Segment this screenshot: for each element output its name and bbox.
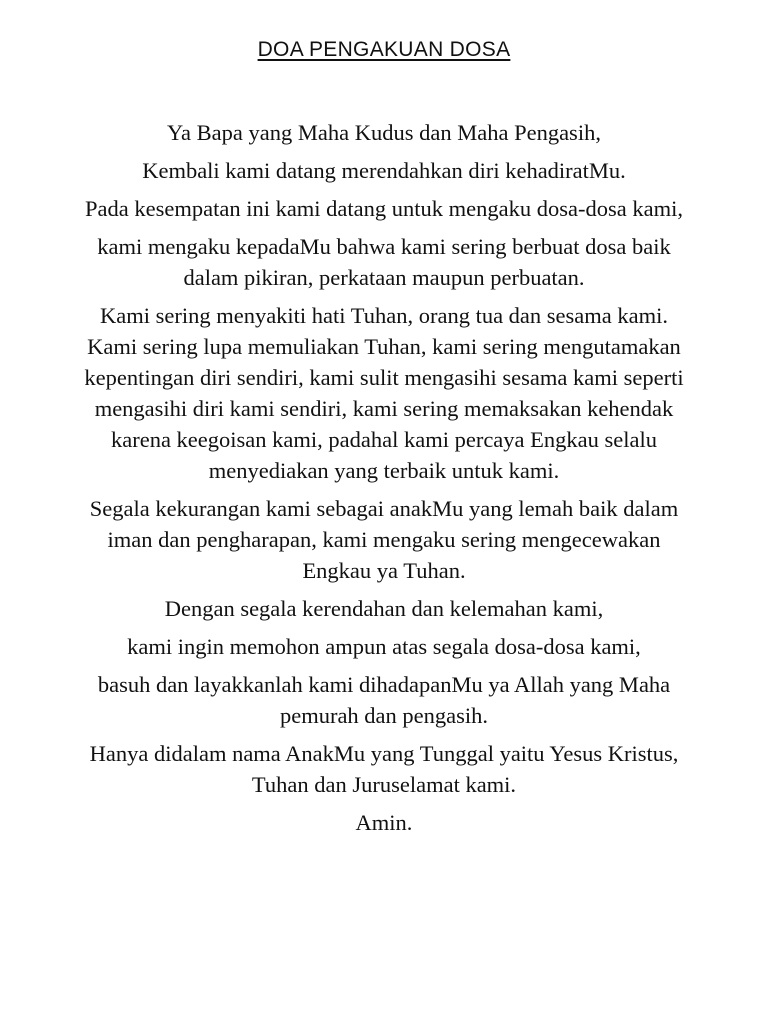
text-line: kami mengaku kepadaMu bahwa kami sering berbuat dosa baik <box>97 234 671 259</box>
text-line: Hanya didalam nama AnakMu yang Tunggal yaitu Yesus Kristus, <box>89 741 679 766</box>
paragraph-10 <box>20 738 748 800</box>
text-line: Tuhan dan Juruselamat kami. <box>251 772 517 797</box>
text-line: Segala kekurangan kami sebagai anakMu yang lemah baik dalam <box>89 496 679 521</box>
paragraph-5 <box>20 300 748 486</box>
document-title: DOA PENGAKUAN DOSA <box>257 38 511 61</box>
paragraph-1 <box>20 117 748 148</box>
text-line: pemurah dan pengasih. <box>279 703 489 728</box>
paragraph-8 <box>20 631 748 662</box>
text-line: Dengan segala kerendahan dan kelemahan kami, <box>164 596 604 621</box>
text-line: Ya Bapa yang Maha Kudus dan Maha Pengasih, <box>167 120 601 145</box>
text-line: Kami sering lupa memuliakan Tuhan, kami sering mengutamakan <box>87 334 681 359</box>
text-line: kepentingan diri sendiri, kami sulit mengasihi sesama kami seperti <box>84 365 684 390</box>
paragraph-3 <box>20 193 748 224</box>
text-line: kami ingin memohon ampun atas segala dosa-dosa kami, <box>127 634 641 659</box>
text-line: Engkau ya Tuhan. <box>302 558 466 583</box>
text-line: Pada kesempatan ini kami datang untuk mengaku dosa-dosa kami, <box>85 196 683 221</box>
paragraph-11 <box>20 807 748 838</box>
paragraph-9 <box>20 669 748 731</box>
paragraph-4 <box>20 231 748 293</box>
prayer-body <box>20 117 748 845</box>
text-line: basuh dan layakkanlah kami dihadapanMu ya Allah yang Maha <box>97 672 671 697</box>
text-line: Kami sering menyakiti hati Tuhan, orang tua dan sesama kami. <box>99 303 668 328</box>
text-line: karena keegoisan kami, padahal kami percaya Engkau selalu <box>110 427 657 452</box>
paragraph-7 <box>20 593 748 624</box>
text-line: menyediakan yang terbaik untuk kami. <box>208 458 560 483</box>
text-line: mengasihi diri kami sendiri, kami sering memaksakan kehendak <box>94 396 674 421</box>
text-line: iman dan pengharapan, kami mengaku sering mengecewakan <box>107 527 661 552</box>
paragraph-2 <box>20 155 748 186</box>
paragraph-6 <box>20 493 748 586</box>
text-line: Amin. <box>355 810 413 835</box>
text-line: Kembali kami datang merendahkan diri kehadiratMu. <box>142 158 626 183</box>
text-line: dalam pikiran, perkataan maupun perbuatan. <box>183 265 585 290</box>
